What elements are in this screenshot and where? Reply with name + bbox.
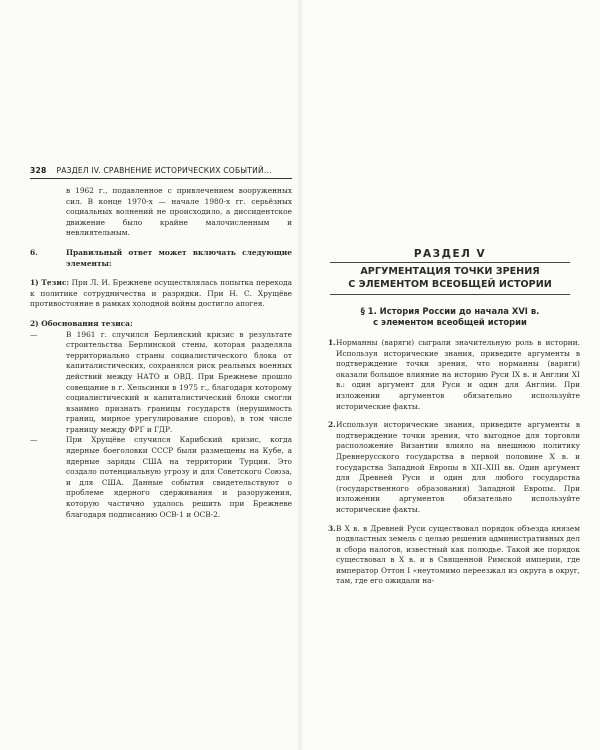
task-text: Используя исторические знания, приведите аргументы в подтверждение точки зрения, что выгодное для торговли расположение Византии влияло на внешнюю политику Древнерусского государства в первой половине X в. и государства Западной Европы в XII–XIII вв. Один аргумент для Древней Руси и один для любого государства (государственного образования) Западной Европы. При изложении аргументов обязательно используйте исторические факты. [336,420,580,514]
header-rule [30,178,292,179]
running-head [30,166,292,175]
right-column [328,338,580,587]
continuation-text: в 1962 г., подавленное с привлечением вооруженных сил. В конце 1970-х — начале 1980-х гг. серьёзных социальных волнений не происходило, а диссидентское движение было крайне малочисленным и невлиятельным. [66,186,292,238]
question-6 [30,248,292,269]
paragraph-title [320,306,580,328]
running-head-title: РАЗДЕЛ IV. СРАВНЕНИЕ ИСТОРИЧЕСКИХ СОБЫТИЙ... [56,166,272,175]
section-label: РАЗДЕЛ V [413,248,487,260]
task-item [328,420,580,515]
dash-marker: — [30,329,38,339]
task-text: Норманны (варяги) сыграли значительную роль в истории. Используя исторические знания, приведите аргументы в подтверждение точки зрения, что норманны (варяги) оказали большое влияние на историю Руси IX в. и Англии XI в.: один аргумент для Руси и один для Англии. При изложении аргументов обязательно используйте исторические факты. [336,338,580,411]
thesis-marker: 1) Тезис: [30,278,70,288]
thesis-text: При Л. И. Брежневе осуществлялась попытка перехода к политике сотрудничества и разрядки. При Н. С. Хрущёве противостояние в рамках холодной войны достигло апогея. [30,278,292,309]
thesis-item [30,278,292,310]
justification-heading: 2) Обоснования тезиса: [30,318,133,328]
question-number: 6. [30,247,38,257]
dash-marker: — [30,435,38,445]
continuation-text-block [30,186,292,239]
task-number: 3. [328,523,336,533]
section-rule-bottom [330,294,570,295]
section-rule-top [330,262,570,263]
task-text: В X в. в Древней Руси существовал порядок объезда князем подвластных земель с целью решения административных дел и сбора налогов, известный как полюдье. Такой же порядок существовал в X в. и в Священной Римской империи, где император Оттон I «неутомимо переезжал из округа в округ, там, где его ожидали на- [336,523,580,586]
page-number: 328 [30,166,47,175]
section-title [320,265,580,291]
task-number: 1. [328,338,336,347]
argument-text: В 1961 г. случился Берлинский кризис в результате строительства Берлинской стены, которая разделяла территориально страны социалистического блока от капиталистических, сохранялся риск реальных военных действий между НАТО и ОВД. При Брежневе прошло совещание в г. Хельсинки в 1975 г., благодаря которому социалистический и капиталистический блоки смогли взаимно признать границы государств (нерушимость границ, мирное урегулирование споров), в том числе границу между ФРГ и ГДР. [66,329,292,434]
paragraph-title-line1: § 1. История России до начала XVI в. [360,306,540,316]
section-title-line2: С ЭЛЕМЕНТОМ ВСЕОБЩЕЙ ИСТОРИИ [348,279,552,290]
task-number: 2. [328,420,336,430]
task-item [328,524,580,588]
section-title-line1: АРГУМЕНТАЦИЯ ТОЧКИ ЗРЕНИЯ [360,266,540,277]
task-item [328,338,580,412]
paragraph-title-line2: с элементом всеобщей истории [373,317,527,327]
argument-item [30,435,292,520]
question-text: Правильный ответ может включать следующие элементы: [66,247,292,268]
book-gutter [296,0,304,750]
argument-text: При Хрущёве случился Карибский кризис, когда ядерные боеголовки СССР были размещены на Кубе, а ядерные заряды США на территории Турции. Это создало потенциальную угрозу и для Советского Союза, и для США. Данные события свидетельствуют о проблеме ядерного сдерживания и разоружения, которую частично удалось решить при Брежневе благодаря подписанию ОСВ-1 и ОСВ-2. [66,435,292,519]
argument-item [30,330,292,436]
left-column [30,186,292,520]
